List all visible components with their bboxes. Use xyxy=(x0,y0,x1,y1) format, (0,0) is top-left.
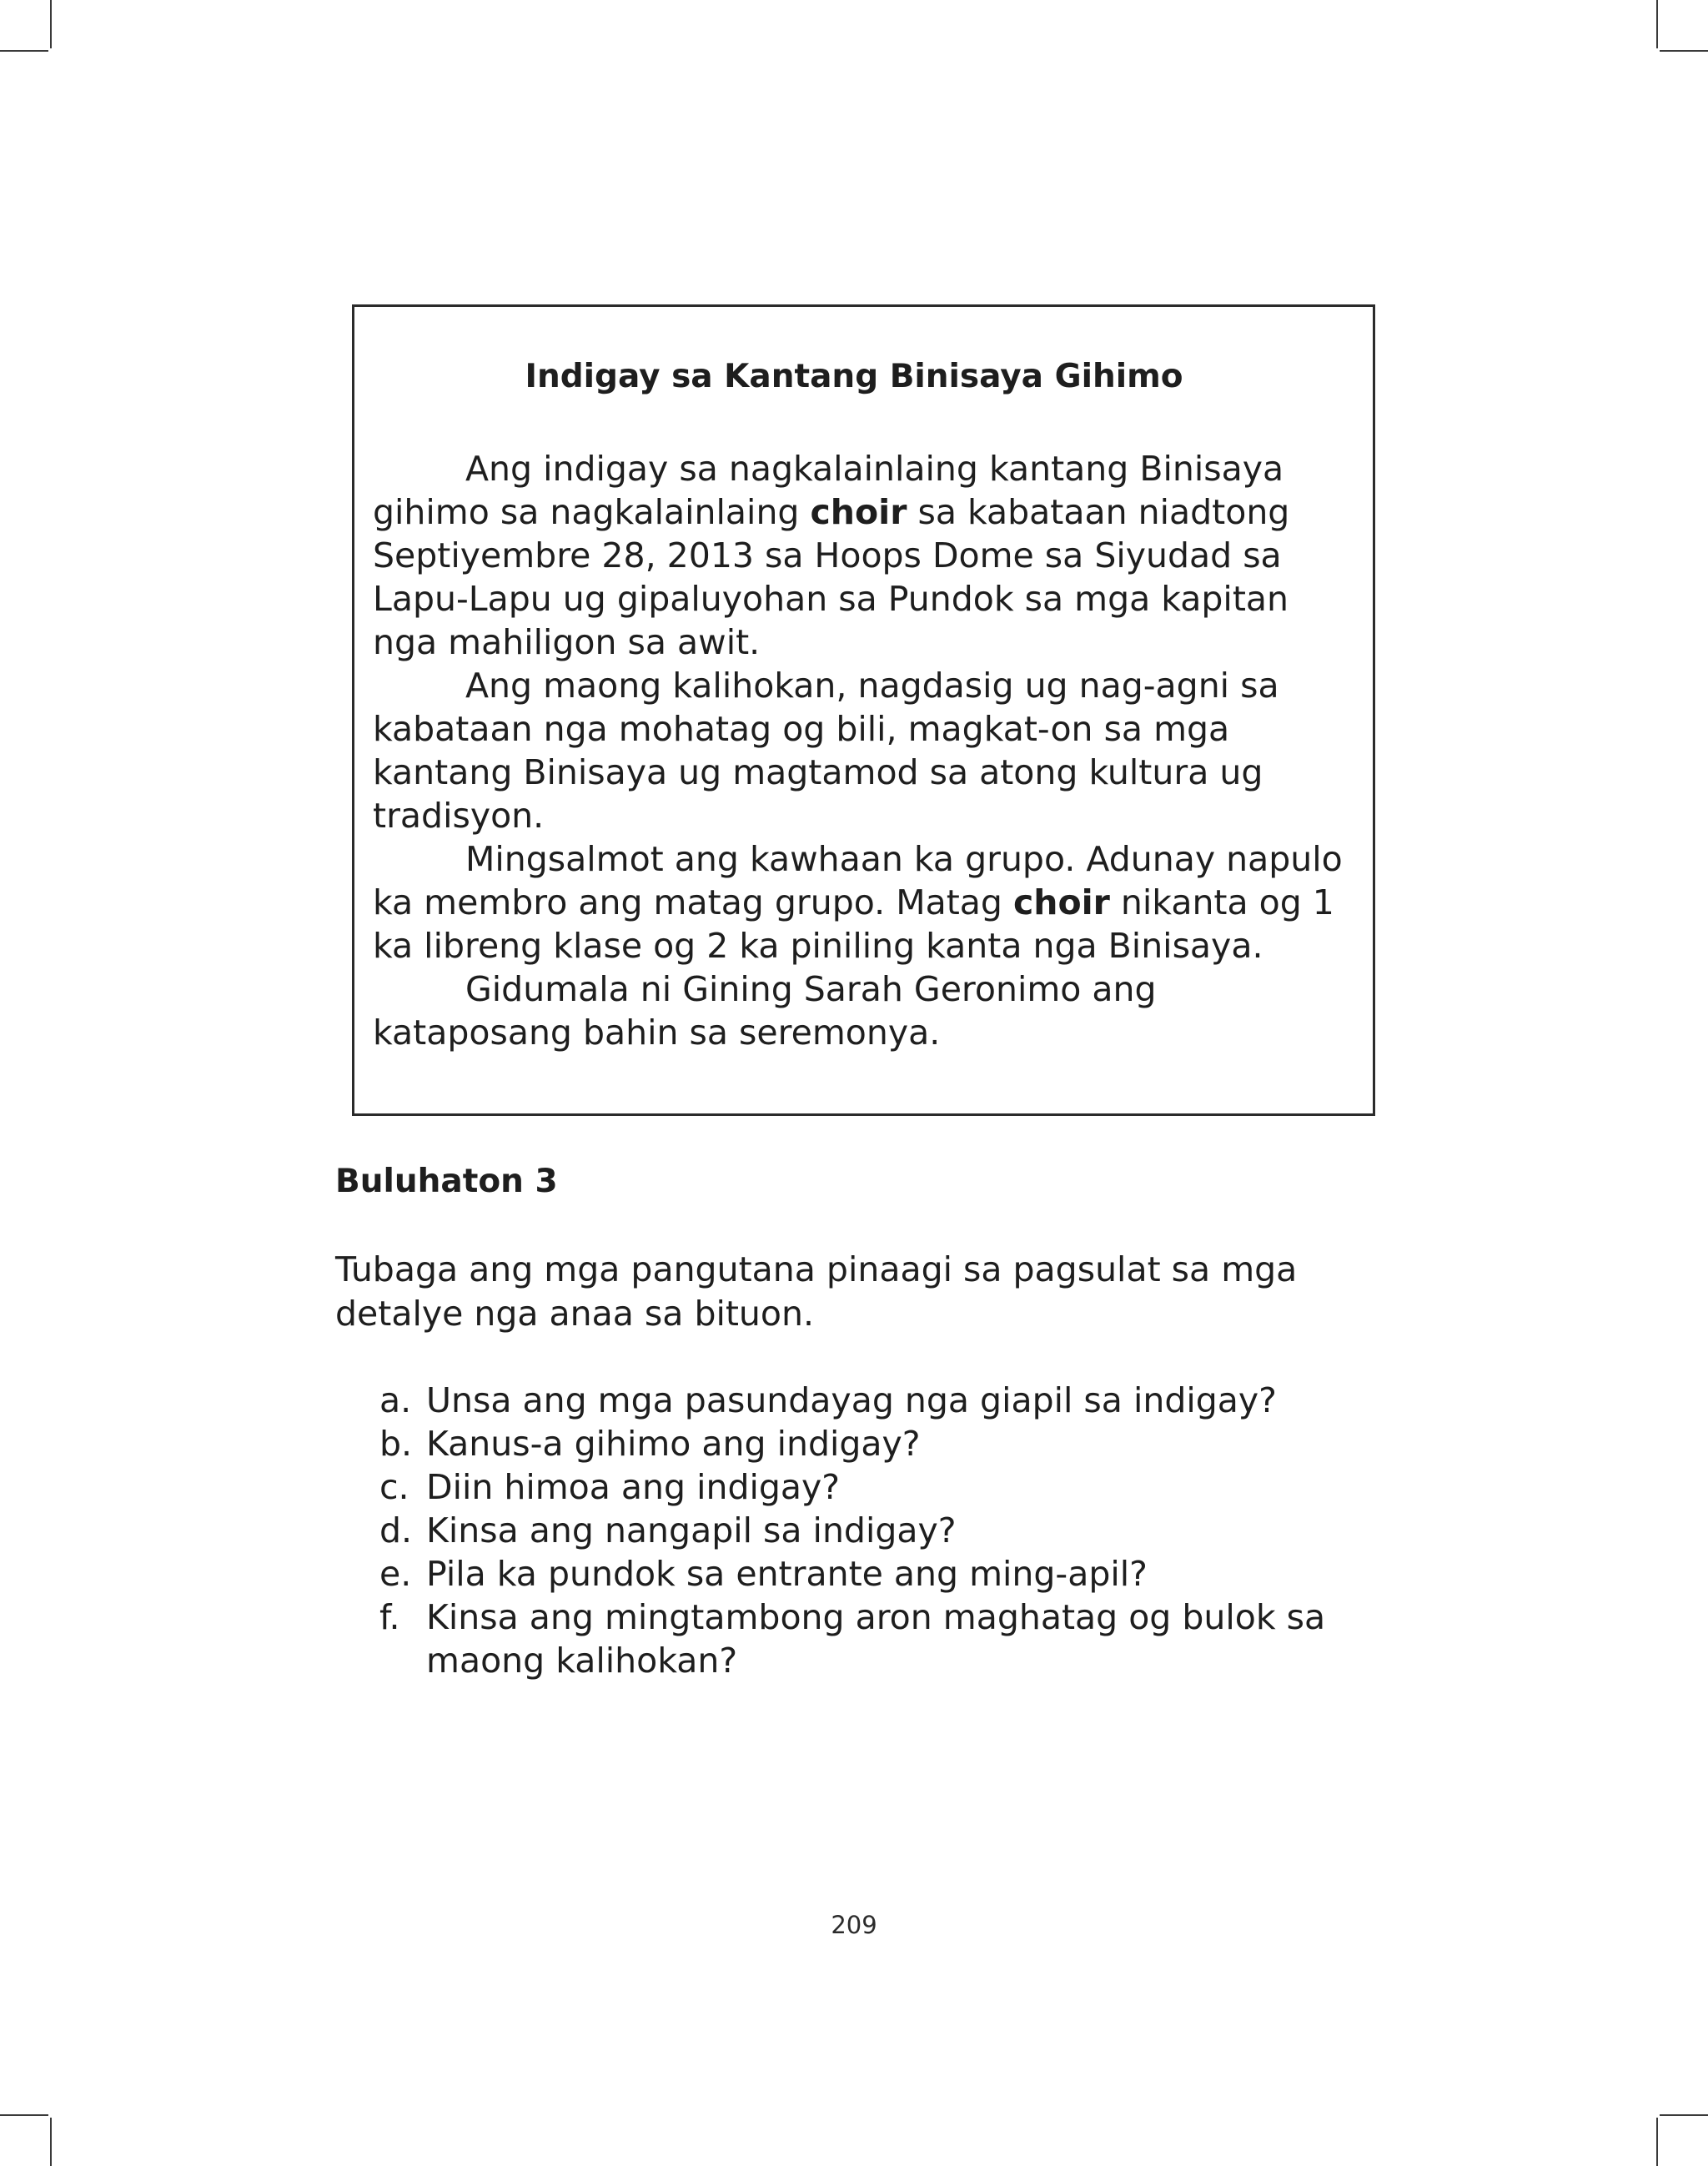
story-text: sa kabataan niadtong Septiyembre 28, 2013 sa Hoops Dome sa Siyudad sa Lapu-Lapu ug gipaluyohan sa Pundok sa mga kapitan nga mahiligon sa awit. xyxy=(373,492,1290,662)
question-marker: e. xyxy=(379,1554,412,1594)
question-marker: b. xyxy=(379,1424,413,1464)
story-paragraph xyxy=(373,664,1361,837)
crop-mark xyxy=(0,50,48,52)
question-item xyxy=(379,1379,1380,1422)
task-heading: Buluhaton 3 xyxy=(335,1163,558,1200)
story-body xyxy=(373,447,1361,1054)
story-text: nikanta og 1 ka libreng klase og 2 ka piniling kanta nga Binisaya. xyxy=(373,882,1334,966)
question-item xyxy=(379,1596,1380,1682)
question-item xyxy=(379,1552,1380,1596)
question-marker: d. xyxy=(379,1510,413,1550)
task-instructions: Tubaga ang mga pangutana pinaagi sa pagsulat sa mga detalye nga anaa sa bituon. xyxy=(335,1249,1298,1334)
crop-mark xyxy=(0,2114,48,2116)
question-marker: f. xyxy=(379,1597,400,1637)
story-emphasis: choir xyxy=(1012,882,1110,922)
crop-mark xyxy=(1656,0,1658,48)
question-text: Diin himoa ang indigay? xyxy=(426,1467,841,1507)
crop-mark xyxy=(1660,2114,1708,2116)
question-item xyxy=(379,1422,1380,1465)
question-marker: c. xyxy=(379,1467,409,1507)
question-list xyxy=(379,1379,1380,1682)
page-number: 209 xyxy=(831,1911,877,1939)
question-item xyxy=(379,1509,1380,1552)
question-text: Unsa ang mga pasundayag nga giapil sa indigay? xyxy=(426,1380,1277,1420)
story-text: Ang indigay sa nagkalainlaing kantang Binisaya gihimo sa nagkalainlaing xyxy=(373,449,1284,532)
question-text: Kanus-a gihimo ang indigay? xyxy=(426,1424,921,1464)
story-paragraph xyxy=(373,447,1361,664)
question-text: Kinsa ang nangapil sa indigay? xyxy=(426,1510,957,1550)
story-paragraph xyxy=(373,837,1361,967)
story-text: Gidumala ni Gining Sarah Geronimo ang kataposang bahin sa seremonya. xyxy=(373,969,1157,1053)
question-marker: a. xyxy=(379,1380,412,1420)
crop-mark xyxy=(50,0,52,48)
story-title: Indigay sa Kantang Binisaya Gihimo xyxy=(525,358,1183,395)
story-emphasis: choir xyxy=(810,492,907,532)
story-text: Mingsalmot ang kawhaan ka grupo. Adunay napulo ka membro ang matag grupo. Matag xyxy=(373,839,1343,922)
question-item xyxy=(379,1465,1380,1509)
question-text: Pila ka pundok sa entrante ang ming-apil? xyxy=(426,1554,1148,1594)
crop-mark xyxy=(50,2118,52,2166)
story-paragraph xyxy=(373,967,1361,1054)
story-text: Ang maong kalihokan, nagdasig ug nag-agni sa kabataan nga mohatag og bili, magkat-on sa mga kantang Binisaya ug magtamod sa atong kultura ug tradisyon. xyxy=(373,666,1279,836)
crop-mark xyxy=(1656,2118,1658,2166)
crop-mark xyxy=(1660,50,1708,52)
question-text: Kinsa ang mingtambong aron maghatag og bulok sa maong kalihokan? xyxy=(426,1597,1326,1681)
